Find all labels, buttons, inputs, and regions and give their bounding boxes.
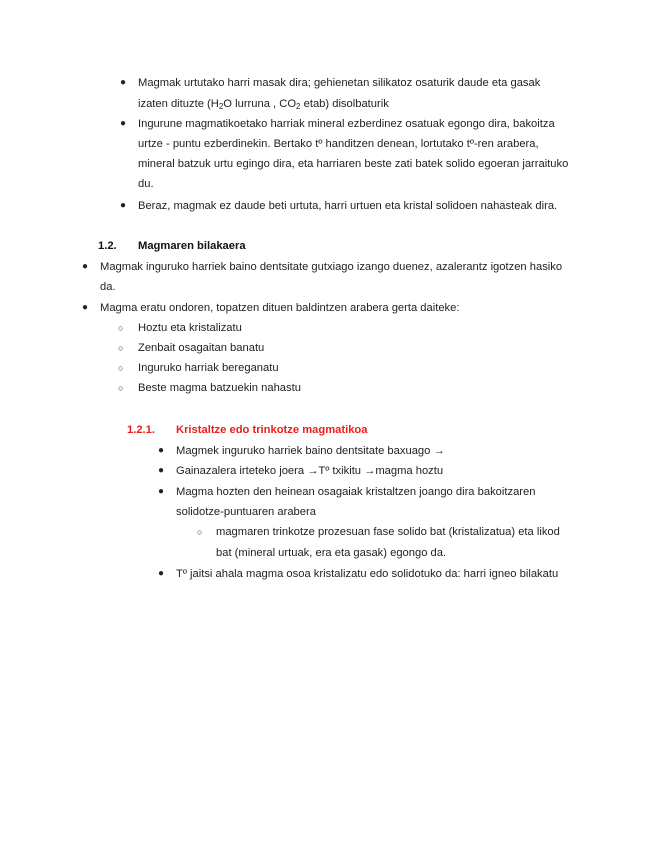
paragraph-line: Magmek inguruko harriek baino dentsitate baxuago →	[176, 445, 445, 457]
bullet-dot: ●	[120, 118, 127, 129]
paragraph-line: urtze - puntu ezberdinekin. Bertako tº handitzen denean, lortutako tº-ren arabera,	[138, 138, 539, 150]
hollow-bullet: ○	[197, 527, 203, 537]
list-item: Hoztu eta kristalizatu	[138, 322, 242, 334]
bullet-dot: ●	[158, 465, 165, 476]
hollow-bullet: ○	[118, 323, 124, 333]
paragraph-line: mineral batzuk urtu egingo dira, eta harriaren beste zati batek solido egoeran jarraituko	[138, 158, 569, 170]
paragraph-line: izaten dituzte ($H_2O$ lurruna , $CO_2$ etab) disolbaturik	[138, 98, 389, 111]
paragraph-line: Gainazalera irteteko joera →Tº txikitu →magma hoztu	[176, 465, 444, 477]
paragraph-line: Ingurune magmatikoetako harriak mineral ezberdinez osatuak egongo dira, bakoitza	[138, 118, 555, 130]
list-item: Beste magma batzuekin nahastu	[138, 382, 301, 394]
list-item: Zenbait osagaitan banatu	[138, 342, 265, 354]
paragraph-line: Tº jaitsi ahala magma osoa kristalizatu edo solidotuko da: harri igneo bilakatu	[176, 568, 559, 580]
paragraph-line: Magmak inguruko harriek baino dentsitate gutxiago izango duenez, azalerantz igotzen hasiko	[100, 261, 563, 273]
paragraph-line: Beraz, magmak ez daude beti urtuta, harri urtuen eta kristal solidoen nahasteak dira.	[138, 200, 558, 212]
list-item: Inguruko harriak bereganatu	[138, 362, 279, 374]
paragraph-line: da.	[100, 281, 116, 293]
hollow-bullet: ○	[118, 343, 124, 353]
bullet-dot: ●	[158, 445, 165, 456]
paragraph-line: du.	[138, 178, 154, 190]
hollow-bullet: ○	[118, 363, 124, 373]
subsection-number: 1.2.1.	[127, 424, 155, 436]
paragraph-line: bat (mineral urtuak, era eta gasak) egongo da.	[216, 547, 447, 559]
paragraph-line: solidotze-puntuaren arabera	[176, 506, 316, 518]
paragraph-line: Magma eratu ondoren, topatzen dituen baldintzen arabera gerta daiteke:	[100, 302, 460, 314]
bullet-dot: ●	[82, 261, 89, 272]
paragraph-line: Magma hozten den heinean osagaiak kristaltzen joango dira bakoitzaren	[176, 486, 536, 498]
bullet-dot: ●	[158, 568, 165, 579]
bullet-dot: ●	[82, 302, 89, 313]
bullet-dot: ●	[158, 486, 165, 497]
hollow-bullet: ○	[118, 383, 124, 393]
subsection-title: Kristaltze edo trinkotze magmatikoa	[176, 424, 368, 436]
section-number: 1.2.	[98, 240, 117, 252]
section-title: Magmaren bilakaera	[138, 240, 246, 252]
bullet-dot: ●	[120, 200, 127, 211]
paragraph-line: Magmak urtutako harri masak dira; gehienetan silikatoz osaturik daude eta gasak	[138, 77, 541, 89]
bullet-dot: ●	[120, 77, 127, 88]
paragraph-line: magmaren trinkotze prozesuan fase solido bat (kristalizatua) eta likod	[216, 526, 560, 538]
